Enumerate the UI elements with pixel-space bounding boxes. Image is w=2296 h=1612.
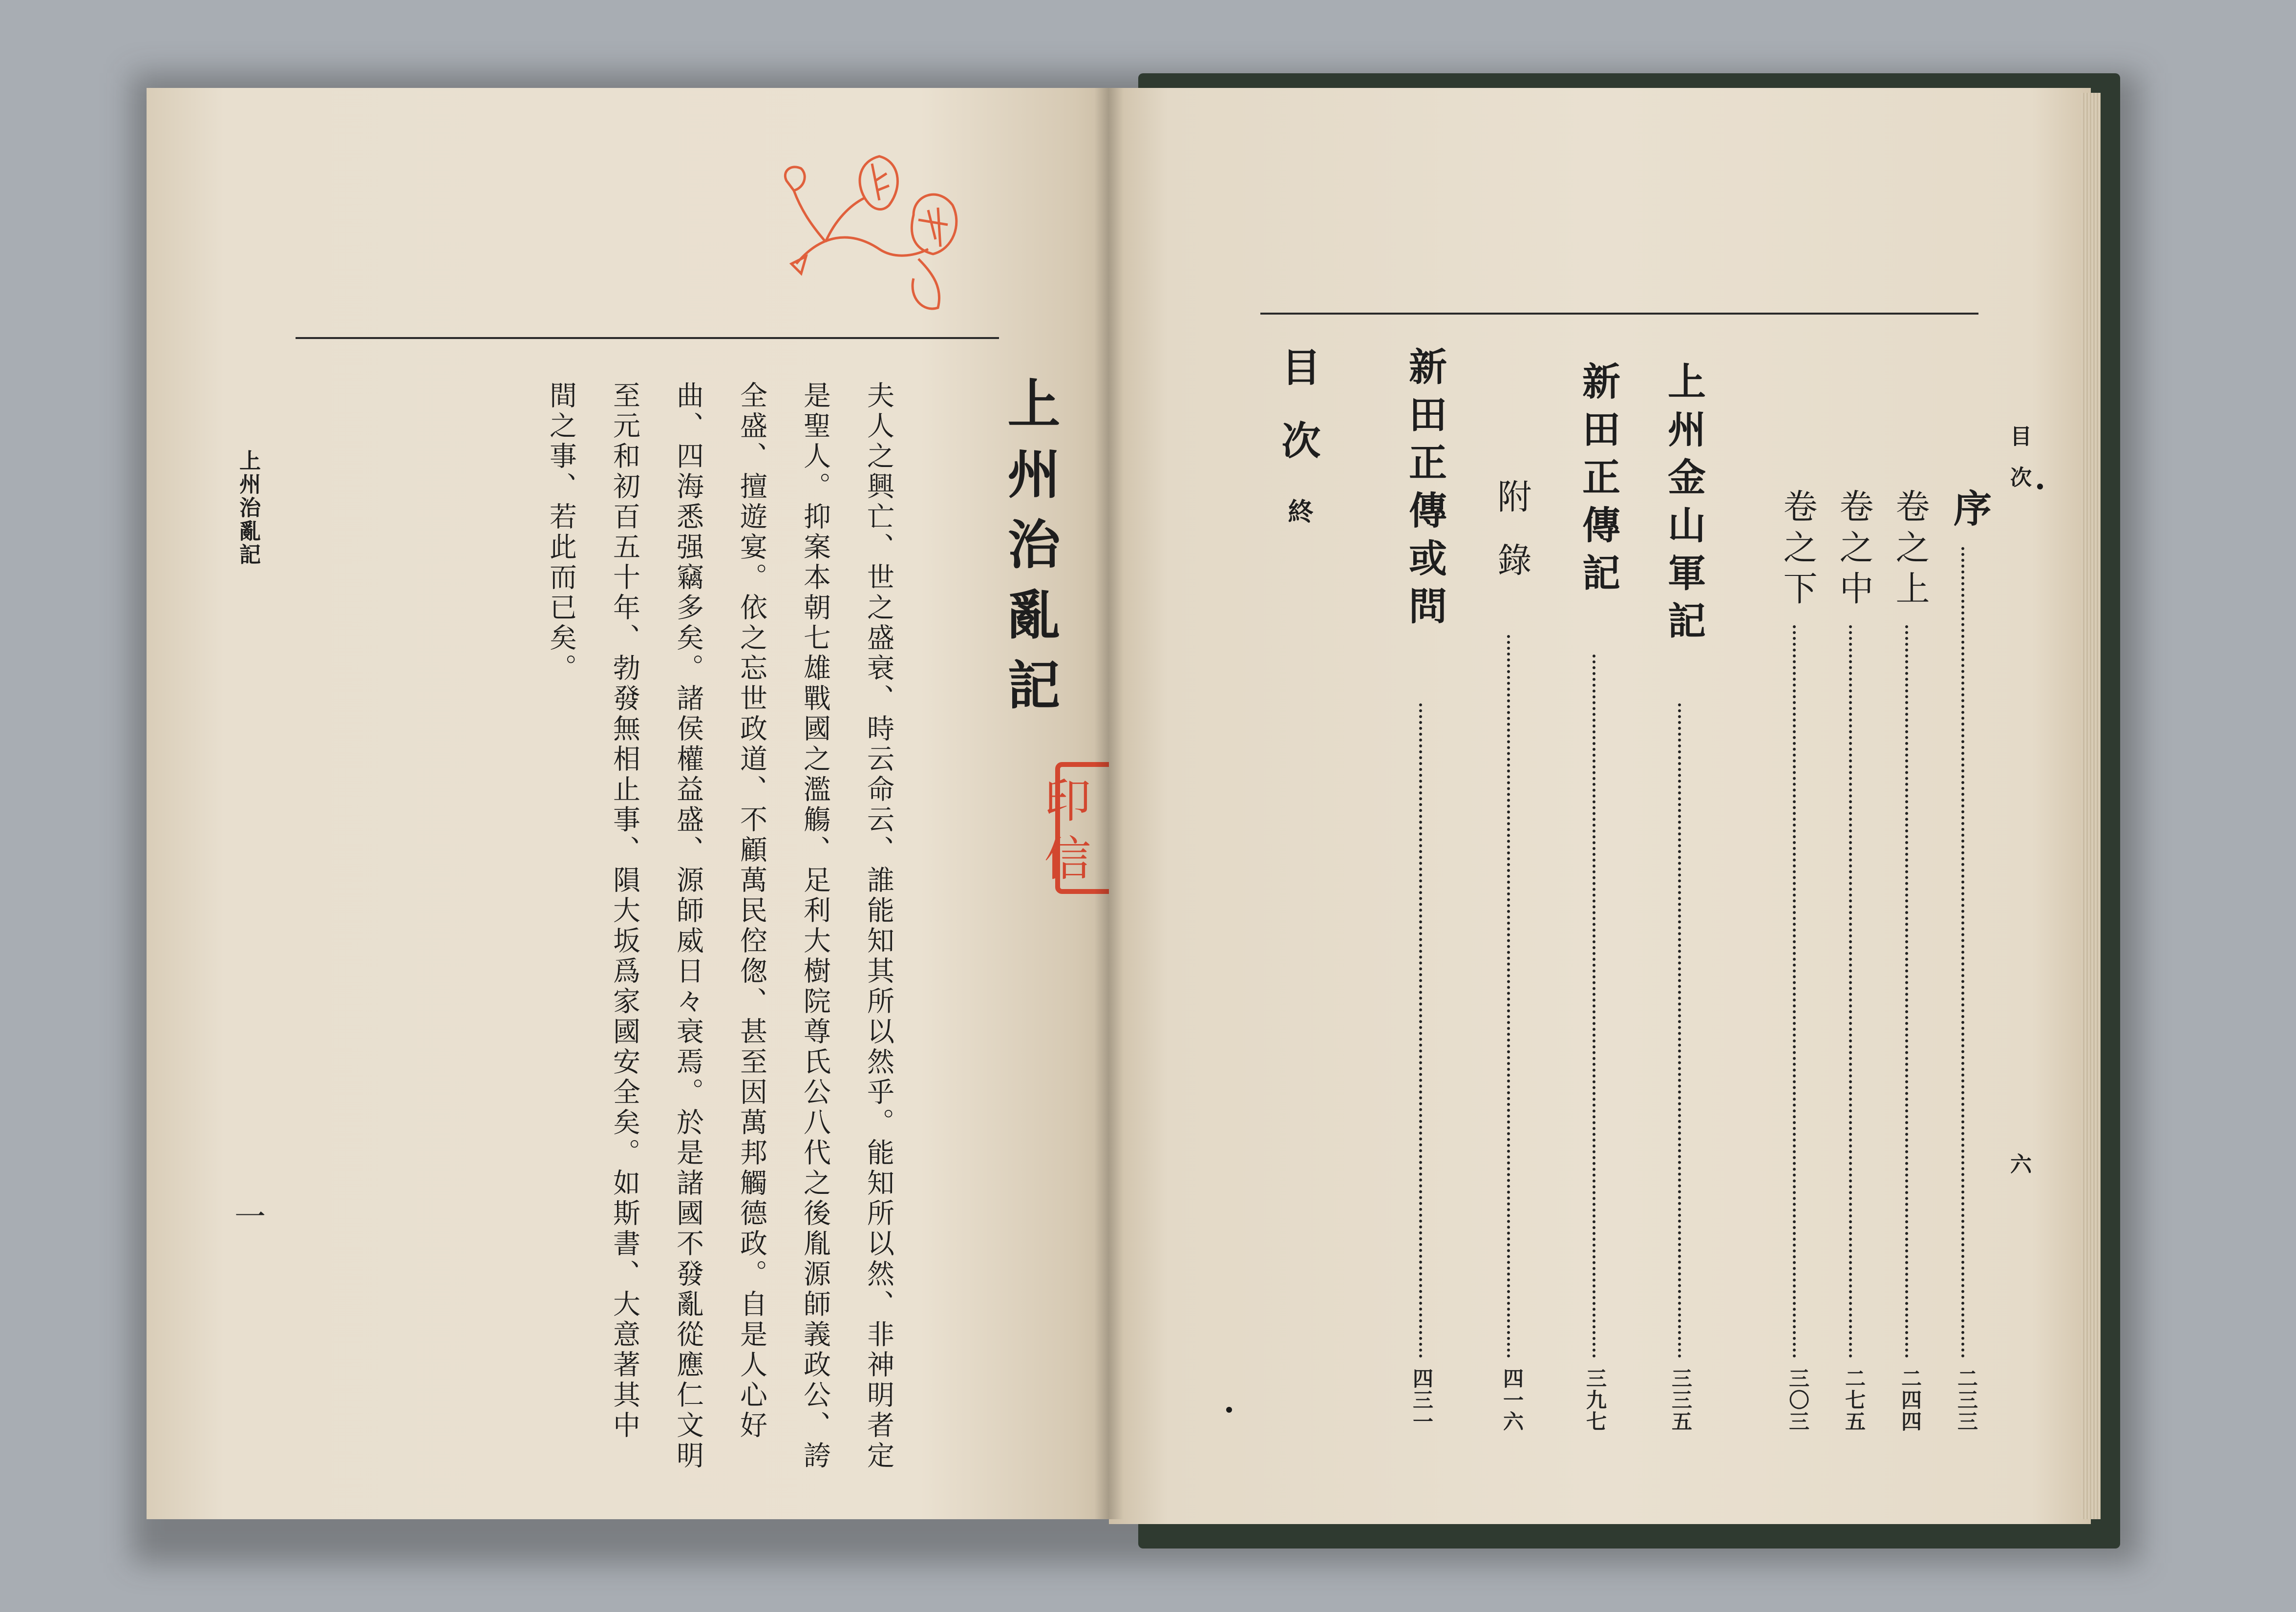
toc-end-mark: 終 <box>1283 498 1313 524</box>
body-column: 間之事、若此而已矣。 <box>545 381 577 684</box>
leaf-ornament-icon <box>767 151 972 327</box>
body-column: 曲、四海悉强竊多矣。諸侯權益盛、源師威日々衰焉。於是諸國不發亂從應仁文明 <box>672 381 704 1471</box>
toc-leader-dots <box>1593 655 1595 1358</box>
toc-page-ref: 二七五 <box>1842 1368 1866 1432</box>
toc-page-ref: 四一六 <box>1500 1368 1524 1432</box>
toc-leader-dots <box>1507 635 1510 1358</box>
toc-leader-dots <box>1793 625 1796 1358</box>
body-column: 夫人之興亡、世之盛衰、時云命云、誰能知其所以然乎。能知所以然、非神明者定 <box>863 381 894 1471</box>
body-column: 是聖人。抑案本朝七雄戰國之濫觴、足利大樹院尊氏公八代之後胤源師義政公、誇 <box>799 381 831 1471</box>
toc-entry-label[interactable]: 卷之下 <box>1778 488 1818 612</box>
toc-page-ref: 四三一 <box>1410 1368 1434 1432</box>
right-page-number: 六 <box>2006 1153 2031 1176</box>
toc-entry-label[interactable]: 序 <box>1947 488 1992 536</box>
book-gutter <box>1094 88 1124 1519</box>
left-page <box>147 88 1114 1519</box>
left-running-head: 上州治亂記 <box>235 449 260 567</box>
body-column: 全盛、擅遊宴。依之忘世政道、不顧萬民倥偬、甚至因萬邦觸德政。自是人心好 <box>736 381 767 1441</box>
toc-page-ref: 三三五 <box>1669 1368 1693 1432</box>
toc-entry-label[interactable]: 新田正傳記 <box>1576 361 1620 601</box>
right-running-head: 目次 <box>2006 425 2031 507</box>
toc-entry-label[interactable]: 新田正傳或問 <box>1403 347 1447 634</box>
toc-leader-dots <box>1961 547 1964 1358</box>
body-column: 至元和初百五十年、勃發無相止事、隕大坂爲家國安全矣。如斯書、大意著其中 <box>609 381 640 1441</box>
toc-entry-label[interactable]: 附錄 <box>1492 479 1532 606</box>
page-edges <box>2081 93 2101 1519</box>
seal-char: 信 <box>1037 833 1091 881</box>
chapter-title: 上州治亂記 <box>999 376 1060 728</box>
toc-leader-dots <box>1419 703 1422 1358</box>
toc-page-ref: 三〇三 <box>1786 1368 1810 1432</box>
toc-entry-label[interactable]: 上州金山軍記 <box>1661 361 1706 649</box>
ink-speck <box>2037 484 2043 489</box>
right-top-rule <box>1260 313 1978 315</box>
toc-leader-dots <box>1905 625 1908 1358</box>
ink-speck <box>1226 1407 1232 1413</box>
toc-heading: 目次 <box>1275 347 1321 493</box>
toc-page-ref: 二四四 <box>1898 1368 1922 1432</box>
toc-page-ref: 二三三 <box>1955 1368 1978 1432</box>
toc-entry-label[interactable]: 卷之中 <box>1834 488 1874 612</box>
left-page-number: 一 <box>234 1199 266 1235</box>
left-top-rule <box>296 337 999 339</box>
toc-entry-label[interactable]: 卷之上 <box>1890 488 1930 612</box>
toc-page-ref: 三九七 <box>1583 1368 1607 1432</box>
right-page <box>1109 88 2091 1524</box>
toc-leader-dots <box>1849 625 1852 1358</box>
seal-char: 印 <box>1037 775 1091 823</box>
toc-leader-dots <box>1678 703 1681 1358</box>
